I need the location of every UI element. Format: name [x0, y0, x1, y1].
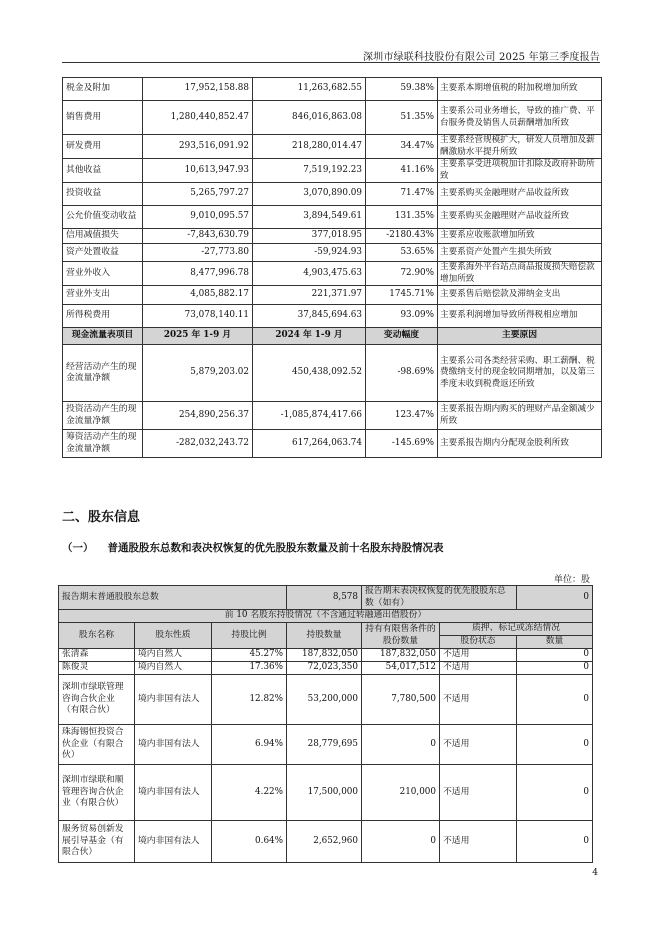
cashflow-header-row — [63, 328, 602, 345]
cashflow-row — [63, 345, 602, 402]
variance-row — [63, 305, 602, 328]
row-change: 131.35% — [366, 206, 438, 229]
shareholder-row — [59, 821, 593, 863]
row-prior: 7,519,192.23 — [253, 159, 366, 183]
variance-row — [63, 101, 602, 135]
row-reason: 主要系报告期内购买的理财产品金额减少所致 — [438, 402, 602, 430]
variance-row — [63, 183, 602, 206]
row-reason: 主要系售后赔偿款及滞纳金支出 — [438, 286, 602, 305]
shareholder-ratio: 17.36% — [212, 662, 287, 675]
row-prior: 377,018.95 — [253, 229, 366, 244]
row-item: 营业外支出 — [63, 286, 143, 305]
row-prior: 846,016,863.08 — [253, 101, 366, 135]
shareholder-qty: 72,023,350 — [287, 662, 362, 675]
shareholder-restricted: 54,017,512 — [362, 662, 440, 675]
row-reason: 主要系公司各类经营采购、职工薪酬、税费缴纳支付的现金较同期增加，以及第三季度未收到税费返还所致 — [438, 345, 602, 402]
row-reason: 主要系海外平台站点商品报废损失赔偿款增加所致 — [438, 262, 602, 286]
shareholder-name: 陈俊灵 — [59, 662, 135, 675]
row-prior: 221,371.97 — [253, 286, 366, 305]
shareholder-nature: 境内非国有法人 — [135, 675, 212, 725]
row-current: 254,890,256.37 — [143, 402, 253, 430]
variance-row — [63, 229, 602, 244]
row-prior: -1,085,874,417.66 — [253, 402, 366, 430]
shareholder-count: 0 — [517, 662, 593, 675]
shareholder-table — [58, 585, 593, 863]
row-current: 293,516,091.92 — [143, 135, 253, 159]
shareholder-nature: 境内自然人 — [135, 649, 212, 662]
cashflow-header-item: 现金流量表项目 — [63, 328, 143, 345]
shareholder-restricted: 0 — [362, 821, 440, 863]
row-current: 5,879,203.02 — [143, 345, 253, 402]
shareholder-count: 0 — [517, 675, 593, 725]
total-holders-label: 报告期末普通股股东总数 — [59, 586, 287, 610]
shareholder-row — [59, 675, 593, 725]
row-item: 税金及附加 — [63, 78, 143, 101]
section-title: 二、股东信息 — [62, 510, 141, 525]
row-item: 营业外收入 — [63, 262, 143, 286]
row-change: 53.65% — [366, 244, 438, 262]
variance-row — [63, 206, 602, 229]
row-reason: 主要系购买金融理财产品收益所致 — [438, 183, 602, 206]
row-reason: 主要系享受进项税加计扣除及政府补助所致 — [438, 159, 602, 183]
subsection-title — [62, 540, 444, 555]
preferred-holders-label: 报告期末表决权恢复的优先股股东总数（如有） — [362, 586, 517, 610]
row-reason: 主要系公司业务增长，导致的推广费、平台服务费及销售人员薪酬增加所致 — [438, 101, 602, 135]
shareholder-status: 不适用 — [440, 649, 517, 662]
shareholder-name: 张清森 — [59, 649, 135, 662]
shareholder-count: 0 — [517, 649, 593, 662]
shareholder-status: 不适用 — [440, 662, 517, 675]
row-change: -145.69% — [366, 430, 438, 458]
shareholder-name: 深圳市绿联和顺管理咨询合伙企业（有限合伙） — [59, 765, 135, 821]
shareholder-qty: 28,779,695 — [287, 725, 362, 765]
cashflow-header-change: 变动幅度 — [366, 328, 438, 345]
row-current: -27,773.80 — [143, 244, 253, 262]
col-header-ratio: 持股比例 — [212, 623, 287, 649]
row-prior: 4,903,475.63 — [253, 262, 366, 286]
row-prior: 617,264,063.74 — [253, 430, 366, 458]
col-header-nature: 股东性质 — [135, 623, 212, 649]
row-change: 123.47% — [366, 402, 438, 430]
shareholder-status: 不适用 — [440, 675, 517, 725]
col-header-pledge: 质押、标记或冻结情况 — [440, 623, 593, 636]
report-header-title: 深圳市绿联科技股份有限公司 2025 年第三季度报告 — [362, 52, 600, 63]
row-change: -2180.43% — [366, 229, 438, 244]
subsection-text: 普通股股东总数和表决权恢复的优先股股东数量及前十名股东持股情况表 — [107, 542, 444, 554]
row-current: 5,265,797.27 — [143, 183, 253, 206]
row-item: 投资收益 — [63, 183, 143, 206]
cashflow-header-current: 2025 年 1-9 月 — [143, 328, 253, 345]
row-current: 1,280,440,852.47 — [143, 101, 253, 135]
shareholder-ratio: 45.27% — [212, 649, 287, 662]
shareholder-name: 深圳市绿联管理咨询合伙企业（有限合伙） — [59, 675, 135, 725]
row-reason: 主要系报告期内分配现金股利所致 — [438, 430, 602, 458]
row-current: 4,085,882.17 — [143, 286, 253, 305]
row-reason: 主要系利润增加导致所得税相应增加 — [438, 305, 602, 328]
shareholder-qty: 2,652,960 — [287, 821, 362, 863]
header-divider — [62, 62, 600, 63]
shareholder-qty: 187,832,050 — [287, 649, 362, 662]
row-item: 所得税费用 — [63, 305, 143, 328]
cashflow-header-reason: 主要原因 — [438, 328, 602, 345]
shareholder-restricted: 7,780,500 — [362, 675, 440, 725]
shareholder-count: 0 — [517, 725, 593, 765]
row-reason: 主要系经营规模扩大，研发人员增加及薪酬激励水平提升所致 — [438, 135, 602, 159]
shareholder-row — [59, 662, 593, 675]
variance-row — [63, 78, 602, 101]
row-item: 投资活动产生的现金流量净额 — [63, 402, 143, 430]
shareholder-status: 不适用 — [440, 725, 517, 765]
shareholder-restricted: 187,832,050 — [362, 649, 440, 662]
shareholder-name: 珠海锡恒投资合伙企业（有限合伙） — [59, 725, 135, 765]
cashflow-row — [63, 402, 602, 430]
shareholder-restricted: 0 — [362, 725, 440, 765]
shareholder-nature: 境内非国有法人 — [135, 725, 212, 765]
col-header-restricted: 持有有限售条件的股份数量 — [362, 623, 440, 649]
preferred-holders-value: 0 — [517, 586, 593, 610]
col-header-qty: 持股数量 — [287, 623, 362, 649]
shareholder-ratio: 4.22% — [212, 765, 287, 821]
row-prior: 450,438,092.52 — [253, 345, 366, 402]
row-current: -282,032,243.72 — [143, 430, 253, 458]
shareholder-qty: 17,500,000 — [287, 765, 362, 821]
row-item: 研发费用 — [63, 135, 143, 159]
shareholder-nature: 境内自然人 — [135, 662, 212, 675]
shareholder-row — [59, 725, 593, 765]
total-holders-value: 8,578 — [287, 586, 362, 610]
shareholder-row — [59, 649, 593, 662]
row-item: 销售费用 — [63, 101, 143, 135]
row-item: 筹资活动产生的现金流量净额 — [63, 430, 143, 458]
row-change: 41.16% — [366, 159, 438, 183]
row-reason: 主要系本期增值税的附加税增加所致 — [438, 78, 602, 101]
shareholder-ratio: 0.64% — [212, 821, 287, 863]
row-current: 9,010,095.57 — [143, 206, 253, 229]
col-header-status: 股份状态 — [440, 636, 517, 649]
top10-caption: 前 10 名股东持股情况（不含通过转融通出借股份） — [59, 610, 593, 623]
row-item: 其他收益 — [63, 159, 143, 183]
shareholder-status: 不适用 — [440, 821, 517, 863]
row-change: 93.09% — [366, 305, 438, 328]
cashflow-row — [63, 430, 602, 458]
shareholder-nature: 境内非国有法人 — [135, 765, 212, 821]
row-prior: 3,894,549.61 — [253, 206, 366, 229]
row-prior: 37,845,694.63 — [253, 305, 366, 328]
shareholder-count: 0 — [517, 765, 593, 821]
unit-label: 单位：股 — [553, 575, 590, 585]
col-header-name: 股东名称 — [59, 623, 135, 649]
row-reason: 主要系购买金融理财产品收益所致 — [438, 206, 602, 229]
shareholder-count: 0 — [517, 821, 593, 863]
row-item: 公允价值变动收益 — [63, 206, 143, 229]
shareholder-nature: 境内非国有法人 — [135, 821, 212, 863]
shareholder-status: 不适用 — [440, 765, 517, 821]
page-number: 4 — [592, 868, 598, 878]
row-current: 17,952,158.88 — [143, 78, 253, 101]
row-prior: 3,070,890.09 — [253, 183, 366, 206]
row-prior: -59,924.93 — [253, 244, 366, 262]
row-current: 10,613,947.93 — [143, 159, 253, 183]
row-item: 资产处置收益 — [63, 244, 143, 262]
row-current: 73,078,140.11 — [143, 305, 253, 328]
variance-row — [63, 262, 602, 286]
row-change: 34.47% — [366, 135, 438, 159]
shareholder-ratio: 12.82% — [212, 675, 287, 725]
row-change: 71.47% — [366, 183, 438, 206]
shareholder-row — [59, 765, 593, 821]
shareholder-restricted: 210,000 — [362, 765, 440, 821]
subsection-number: （一） — [62, 542, 94, 554]
shareholder-name: 服务贸易创新发展引导基金（有限合伙） — [59, 821, 135, 863]
shareholder-qty: 53,200,000 — [287, 675, 362, 725]
row-change: 1745.71% — [366, 286, 438, 305]
variance-table — [62, 77, 602, 458]
row-item: 经营活动产生的现金流量净额 — [63, 345, 143, 402]
variance-row — [63, 244, 602, 262]
row-change: -98.69% — [366, 345, 438, 402]
col-header-count: 数量 — [517, 636, 593, 649]
row-prior: 11,263,682.55 — [253, 78, 366, 101]
row-reason: 主要系应收账款增加所致 — [438, 229, 602, 244]
shareholder-ratio: 6.94% — [212, 725, 287, 765]
variance-row — [63, 286, 602, 305]
row-current: 8,477,996.78 — [143, 262, 253, 286]
row-reason: 主要系资产处置产生损失所致 — [438, 244, 602, 262]
row-change: 51.35% — [366, 101, 438, 135]
variance-row — [63, 159, 602, 183]
cashflow-header-prior: 2024 年 1-9 月 — [253, 328, 366, 345]
variance-row — [63, 135, 602, 159]
row-change: 72.90% — [366, 262, 438, 286]
row-item: 信用减值损失 — [63, 229, 143, 244]
row-current: -7,843,630.79 — [143, 229, 253, 244]
row-prior: 218,280,014.47 — [253, 135, 366, 159]
row-change: 59.38% — [366, 78, 438, 101]
